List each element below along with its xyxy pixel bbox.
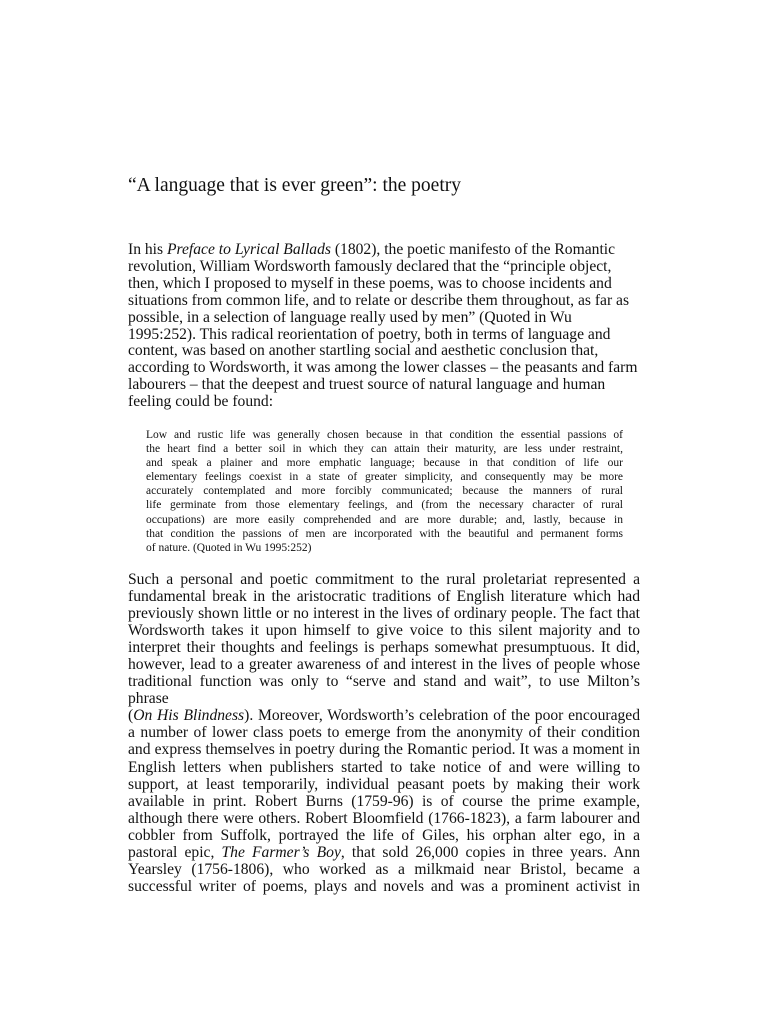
text-line — [128, 707, 640, 724]
quote-line: that condition the passions of men are incorporated with the beautiful and permanent forms — [146, 527, 623, 540]
text-line: and express themselves in poetry during the Romantic period. It was a moment in — [128, 741, 640, 759]
text-line: feeling could be found: — [128, 393, 274, 411]
text-line: available in print. Robert Burns (1759-96) is of course the prime example, — [128, 792, 640, 810]
text-line: then, which I proposed to myself in these poems, was to choose incidents and — [128, 274, 612, 292]
text-line: successful writer of poems, plays and novels and was a prominent activist in — [128, 877, 640, 895]
quote-line: life germinate from those elementary feelings, and (from the necessary character of rural — [146, 499, 623, 512]
work-title-italic: On His Blindness — [133, 707, 245, 725]
text-line: English letters when publishers started to take notice of and were willing to — [128, 758, 640, 776]
text-line: fundamental break in the aristocratic traditions of English literature which had — [128, 588, 640, 606]
text-span: (1802), the poetic manifesto of the Romantic — [330, 241, 616, 258]
text-span: , that sold 26,000 copies in three years. Ann — [340, 843, 641, 861]
text-line: cobbler from Suffolk, portrayed the life of Giles, his orphan alter ego, in a — [128, 826, 640, 844]
work-title-italic: The Farmer’s Boy — [221, 843, 341, 861]
text-span: In his — [128, 241, 167, 258]
text-line: 1995:252). This radical reorientation of poetry, both in terms of language and — [128, 325, 611, 343]
text-line: content, was based on another startling social and aesthetic conclusion that, — [128, 342, 599, 360]
quote-line: accurately contemplated and more forcibly communicated; because the manners of rural — [146, 485, 623, 498]
quote-line: and speak a plainer and more emphatic language; because in that condition of life our — [146, 457, 623, 470]
work-title-italic: Preface to Lyrical Ballads — [166, 241, 331, 258]
text-line: traditional function was only to “serve and stand and wait”, to use Milton’s phrase — [128, 673, 640, 708]
text-line: according to Wordsworth, it was among the lower classes – the peasants and farm — [128, 359, 638, 377]
text-line: revolution, William Wordsworth famously declared that the “principle object, — [128, 257, 612, 275]
text-line: Such a personal and poetic commitment to the rural proletariat represented a — [128, 571, 640, 588]
text-line: situations from common life, and to relate or describe them throughout, as far as — [128, 291, 630, 309]
intro-paragraph — [128, 242, 648, 411]
quote-line: the heart find a better soil in which they can attain their maturity, are less under restraint, — [146, 443, 623, 456]
quote-line: Low and rustic life was generally chosen because in that condition the essential passions of — [146, 429, 623, 441]
text-line: possible, in a selection of language really used by men” (Quoted in Wu — [128, 308, 572, 326]
text-span: ( — [128, 707, 134, 725]
text-line: support, at least temporarily, individual peasant poets by making their work — [128, 775, 640, 793]
quote-line: of nature. (Quoted in Wu 1995:252) — [146, 541, 312, 554]
body-paragraph — [128, 571, 640, 895]
text-span: ). Moreover, Wordsworth’s celebration of the poor encouraged — [244, 707, 640, 725]
text-line — [128, 844, 640, 861]
text-line: however, lead to a greater awareness of and interest in the lives of people whose — [128, 656, 640, 674]
text-span: pastoral epic, — [128, 843, 222, 861]
section-title: “A language that is ever green”: the poetry — [128, 175, 461, 196]
text-line: previously shown little or no interest in the lives of ordinary people. The fact that — [128, 605, 640, 623]
block-quote — [146, 428, 623, 555]
quote-line: elementary feelings coexist in a state of greater simplicity, and consequently may be more — [146, 471, 623, 484]
text-line — [128, 242, 648, 259]
text-line: interpret their thoughts and feelings is perhaps somewhat presumptuous. It did, — [128, 639, 640, 657]
text-line: Yearsley (1756-1806), who worked as a milkmaid near Bristol, became a — [128, 860, 640, 878]
quote-line: occupations) are more easily comprehended and are more durable; and, lastly, because in — [146, 513, 623, 526]
text-line: Wordsworth takes it upon himself to give voice to this silent majority and to — [128, 622, 640, 640]
text-line: labourers – that the deepest and truest source of natural language and human — [128, 376, 606, 394]
text-line: a number of lower class poets to emerge from the anonymity of their condition — [128, 724, 640, 742]
text-line: although there were others. Robert Bloomfield (1766-1823), a farm labourer and — [128, 809, 640, 827]
